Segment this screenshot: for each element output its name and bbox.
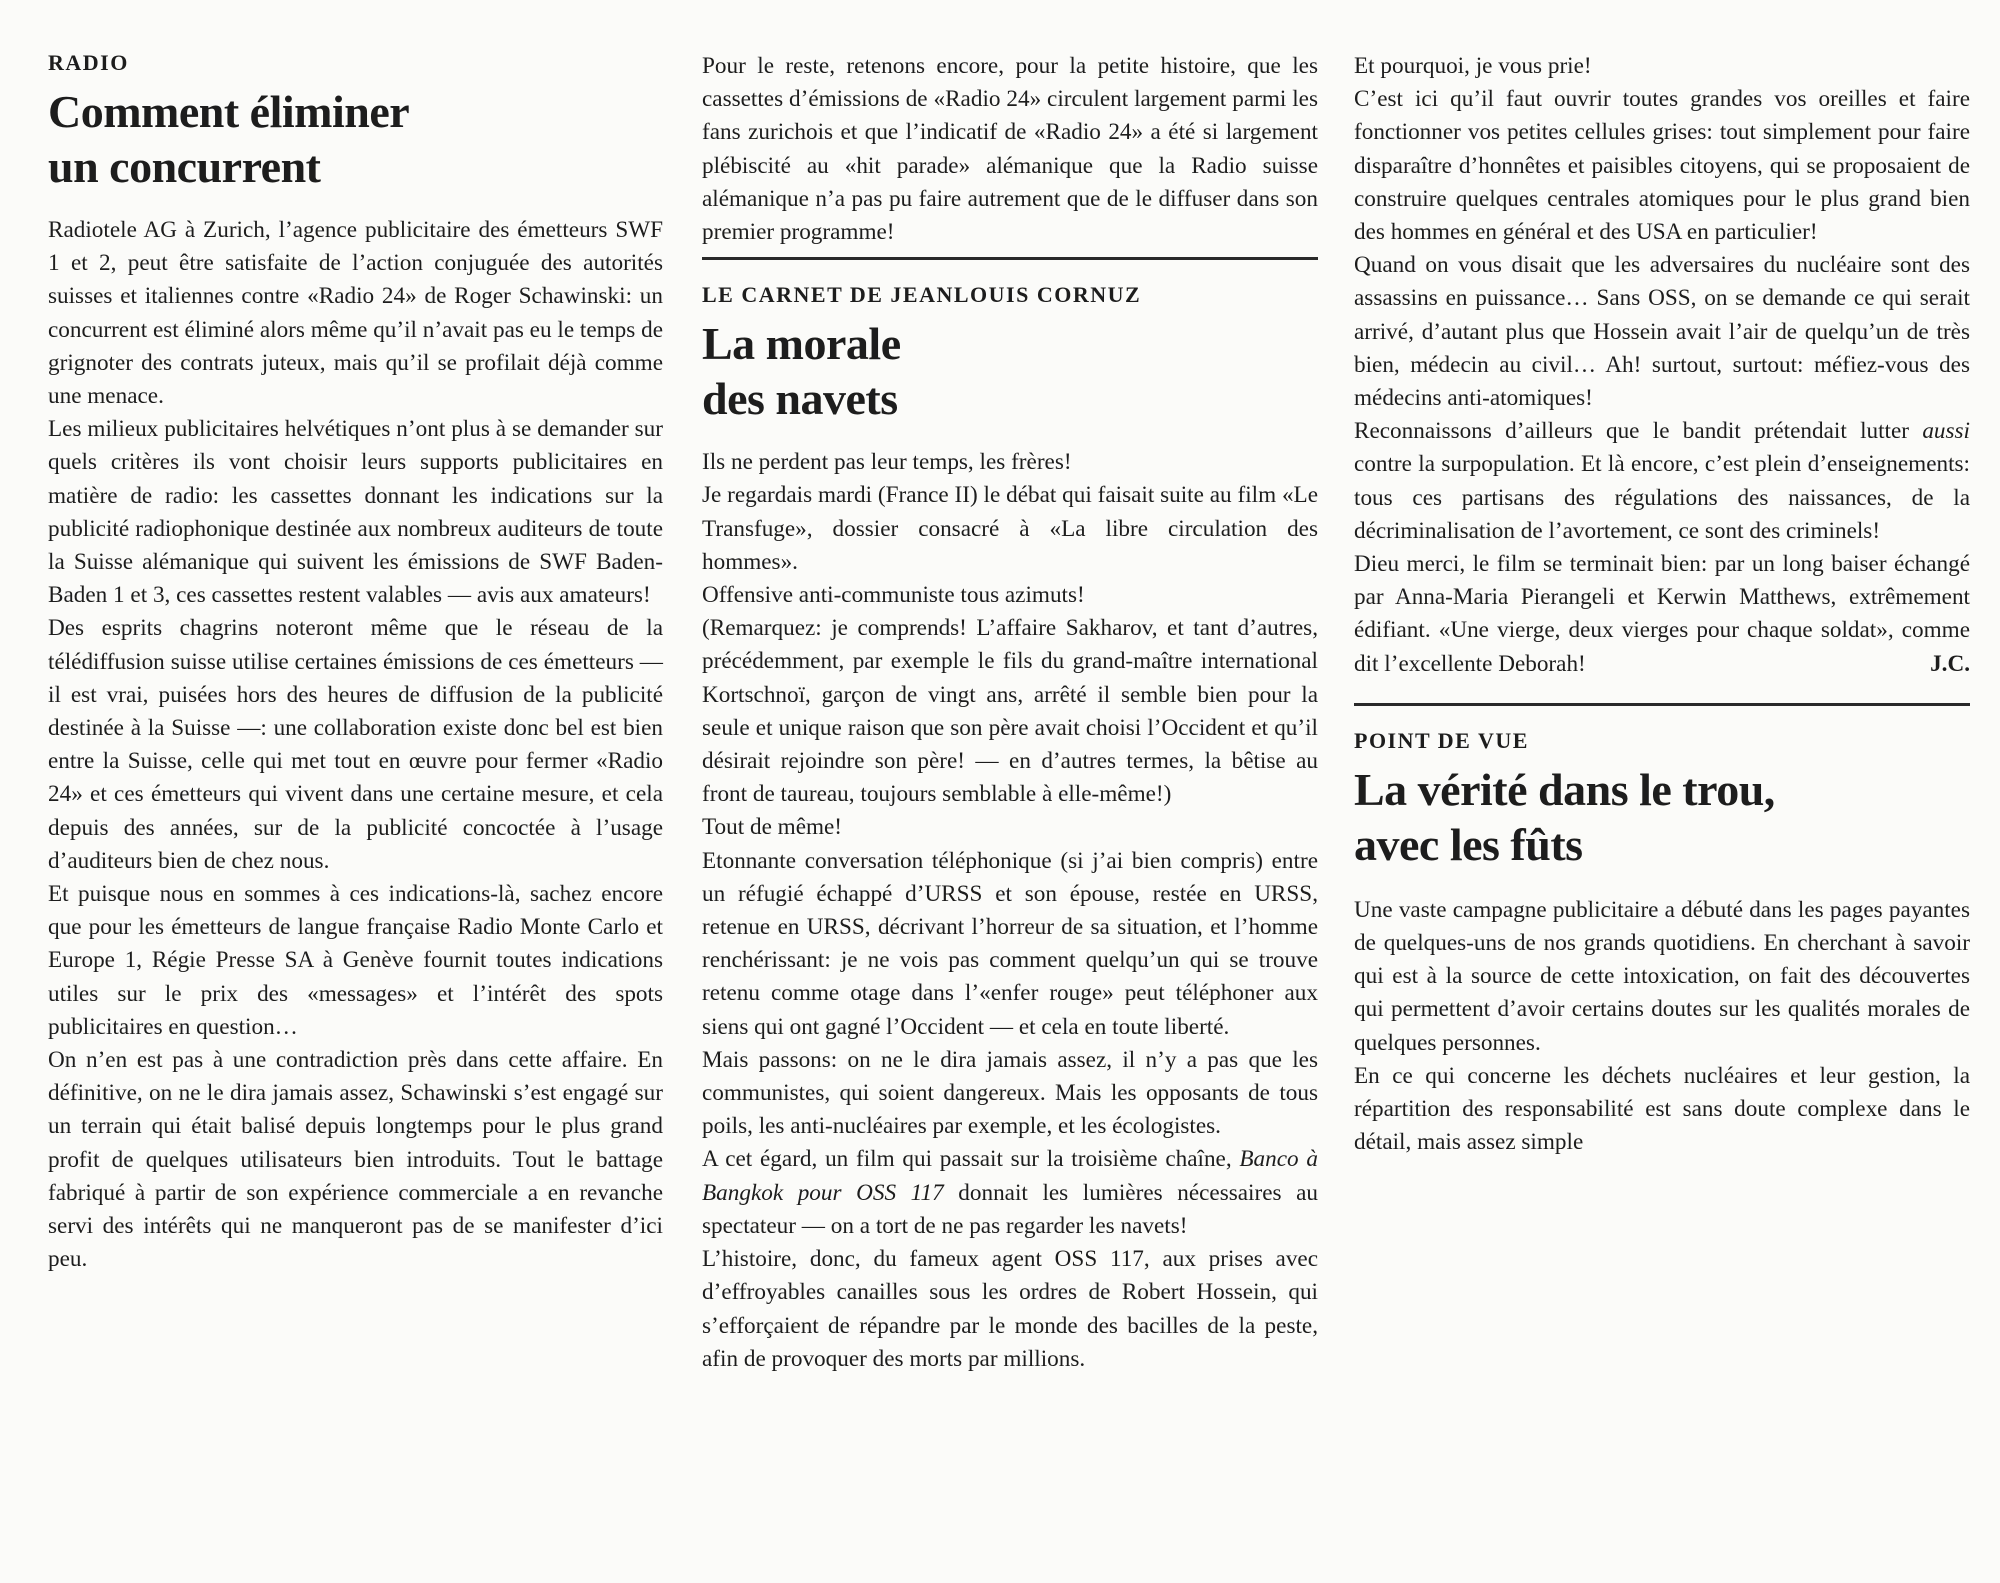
headline-line-2: un concurrent [48,141,321,192]
paragraph: Une vaste campagne publicitaire a débuté dans les pages payantes de quelques-uns de nos grands quotidiens. En cherchant à savoir qui est à la source de cette intoxication, on fait des découvertes qui permettent d’avoir certains doutes sur les qualités morales de quelques personnes. [1354,896,1970,1056]
paragraph: En ce qui concerne les déchets nucléaires et leur gestion, la répartition des responsabilité est sans doute complexe dans le détail, mais assez simple [1354,1062,1970,1156]
paragraph-film [702,1143,1318,1243]
paragraph: (Remarquez: je comprends! L’affaire Sakharov, et tant d’autres, précédemment, par exemple le fils du grand-maître international Kortschnoï, garçon de vingt ans, arrêté il semble bien pour la seule et unique raison que son père avait choisi l’Occident et qu’il désirait rejoindre son père! — en d’autres termes, la bêtise au front de taureau, toujours semblable à elle-même!) [702,615,1318,808]
article-radio-kicker: RADIO [48,50,129,75]
paragraph: Ils ne perdent pas leur temps, les frères! [702,449,1072,476]
headline-line-2: des navets [702,373,898,425]
article-carnet-kicker: LE CARNET DE JEANLOUIS CORNUZ [702,282,1142,308]
headline-line-2: avec les fûts [1354,818,1583,870]
paragraph: Je regardais mardi (France II) le débat qui faisait suite au film «Le Transfuge», dossier consacré à «La libre circulation des hommes». [702,482,1318,575]
article-radio-headline [48,84,663,194]
column-1 [48,50,663,1277]
text-segment: Dieu merci, le film se terminait bien: par un long baiser échangé par Anna-Maria Pierangeli et Kerwin Matthews, extrêmement édifiant. «Une vierge, deux vierges pour chaque soldat», comme dit l’excellente Deborah! [1354,551,1970,677]
paragraph: Et puisque nous en sommes à ces indications-là, sachez encore que pour les émetteurs de langue française Radio Monte Carlo et Europe 1, Régie Presse SA à Genève fournit toutes indications utiles sur le prix des «messages» et l’intérêt des spots publicitaires en question… [48,881,663,1040]
text-segment: A cet égard, un film qui passait sur la troisième chaîne, [702,1146,1240,1173]
text-segment: contre la surpopulation. Et là encore, c’est plein d’enseignements: tous ces partisans des régulations des naissances, de la décriminalisation de l’avortement, ce sont des criminels! [1354,451,1970,544]
paragraph-aussi [1354,415,1970,548]
headline-line-1: La morale [702,318,901,370]
paragraph: On n’en est pas à une contradiction près dans cette affaire. En définitive, on ne le dira jamais assez, Schawinski s’est engagé sur un terrain qui était balisé depuis longtemps pour le plus grand profit de quelques utilisateurs bien introduits. Tout le battage fabriqué à partir de son expérience commerciale a en revanche servi des intérêts qui ne manqueront pas de se manifester d’ici peu. [48,1047,663,1273]
paragraph: Quand on vous disait que les adversaires du nucléaire sont des assassins en puissance… Sans OSS, on se demande ce qui serait arrivé, d’autant plus que Hossein avait l’air de quelqu’un de très bien, médecin au civil… Ah! surtout, surtout: méfiez-vous des médecins anti-atomiques! [1354,252,1970,412]
paragraph: Tout de même! [702,814,843,841]
section-divider [702,257,1318,260]
paragraph: Les milieux publicitaires helvétiques n’ont plus à se demander sur quels critères ils vont choisir leurs supports publicitaires en matière de radio: les cassettes donnant les indications sur la publicité radiophonique destinée aux nombreux auditeurs de toute la Suisse alémanique qui suivent les émissions de SWF Baden-Baden 1 et 3, ces cassettes restent valables — avis aux amateurs! [48,416,663,609]
text-segment: donnait les lumières nécessaires au spectateur — on a tort de ne pas regarder les navets! [702,1179,1318,1239]
emphasis: aussi [1922,418,1970,445]
paragraph: C’est ici qu’il faut ouvrir toutes grandes vos oreilles et faire fonctionner vos petites cellules grises: tout simplement pour faire disparaître d’honnêtes et paisibles citoyens, qui se proposaient de construire quelques centrales atomiques pour le plus grand bien des hommes en général et des USA en particulier! [1354,86,1970,246]
headline-line-1: La vérité dans le trou, [1354,763,1775,815]
paragraph: Etonnante conversation téléphonique (si j’ai bien compris) entre un réfugié échappé d’URSS et son épouse, restée en URSS, retenue en URSS, décrivant l’horreur de sa situation, et l’homme renchérissant: je ne vois pas comment quelqu’un qui se trouve retenu comme otage dans l’«enfer rouge» peut téléphoner aux siens qui ont gagné l’Occident — et cela en toute liberté. [702,847,1318,1040]
article-point-de-vue-kicker: POINT DE VUE [1354,727,1529,753]
film-title: Banco à Bangkok pour OSS 117 [702,1146,1318,1206]
column-3 [1354,50,1970,1159]
section-divider [1354,703,1970,706]
paragraph: Pour le reste, retenons encore, pour la petite histoire, que les cassettes d’émissions de «Radio 24» circulent largement parmi les fans zurichois et que l’indicatif de «Radio 24» a été si largement plébiscité au «hit parade» alémanique que la Radio suisse alémanique n’a pas pu faire autrement que de le diffuser dans son premier programme! [702,53,1318,246]
paragraph: Offensive anti-communiste tous azimuts! [702,582,1085,609]
paragraph: L’histoire, donc, du fameux agent OSS 117, aux prises avec d’effroyables canailles sous les ordres de Robert Hossein, qui s’efforçaient de répandre par le monde des bacilles de la peste, afin de provoquer des morts par millions. [702,1246,1318,1372]
paragraph: Radiotele AG à Zurich, l’agence publicitaire des émetteurs SWF 1 et 2, peut être satisfaite de l’action conjuguée des autorités suisses et italiennes contre «Radio 24» de Roger Schawinski: un concurrent est éliminé alors même qu’il n’avait pas eu le temps de grignoter des contrats juteux, mais qu’il se profilait déjà comme une menace. [48,217,663,410]
paragraph-final [1354,548,1970,681]
column-2 [702,50,1318,1376]
article-point-de-vue-headline [1354,762,1970,872]
headline-line-1: Comment éliminer [48,86,410,137]
paragraph: Et pourquoi, je vous prie! [1354,53,1592,79]
text-segment: Reconnaissons d’ailleurs que le bandit prétendait lutter [1354,418,1923,445]
author-signature: J.C. [1930,650,1970,677]
paragraph: Mais passons: on ne le dira jamais assez, il n’y a pas que les communistes, qui soient dangereux. Mais les opposants de tous poils, les anti-nucléaires par exemple, et les écologistes. [702,1046,1318,1140]
paragraph: Des esprits chagrins noteront même que le réseau de la télédiffusion suisse utilise certaines émissions de ces émetteurs — il est vrai, puisées hors des heures de diffusion de la publicité destinée à la Suisse —: une collaboration existe donc bel est bien entre la Suisse, celle qui met tout en œuvre pour fermer «Radio 24» et ces émetteurs qui vivent dans une certaine mesure, et cela depuis des années, sur de la publicité concoctée à l’usage d’auditeurs bien de chez nous. [48,615,663,874]
article-carnet-headline [702,316,1318,426]
